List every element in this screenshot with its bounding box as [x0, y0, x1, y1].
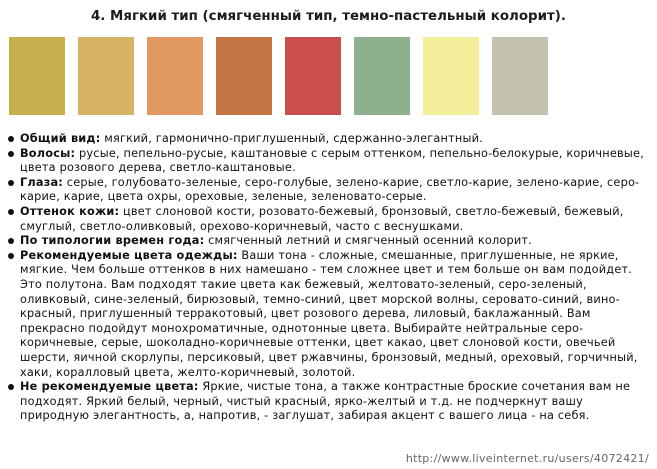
source-url: http://www.liveinternet.ru/users/4072421/	[405, 452, 649, 465]
item-label: Не рекомендуемые цвета:	[20, 380, 199, 394]
page-title: 4. Мягкий тип (смягченный тип, темно-пастельный колорит).	[90, 9, 566, 24]
color-palette	[9, 37, 548, 115]
item-text: смягченный летний и смягченный осенний колорит.	[204, 234, 532, 248]
item-label: Волосы:	[20, 146, 76, 160]
item-label: По типологии времен года:	[20, 234, 205, 248]
list-item-hair	[6, 147, 651, 176]
item-label: Рекомендуемые цвета одежды:	[20, 248, 238, 262]
item-label: Глаза:	[20, 175, 64, 189]
item-text: серые, голубовато-зеленые, серо-голубые, зелено-карие, светло-карие, зелено-карие, серо-карие, карие, цвета охры, ореховые, зеленые, зеленовато-серые.	[20, 175, 640, 204]
list-item-general	[6, 132, 651, 147]
item-label: Общий вид:	[20, 132, 101, 145]
item-label: Оттенок кожи:	[20, 204, 120, 218]
list-item-recommended	[6, 249, 651, 380]
item-text: Яркие, чистые тона, а также контрастные броские сочетания вам не подходят. Яркий белый, черный, чистый красный, ярко-желтый и т.д. не подчеркнут вашу природную элегантность, а, напротив, - заглушат, забирая акцент с вашего лица - на себя.	[20, 380, 631, 423]
item-text: цвет слоновой кости, розовато-бежевый, бронзовый, светло-бежевый, бежевый, смуглый, светло-оливковый, орехово-коричневый, часто с веснушками.	[20, 204, 624, 233]
item-text: русые, пепельно-русые, каштановые с серым оттенком, пепельно-белокурые, коричневые, цвета розового дерева, светло-каштановые.	[20, 146, 644, 175]
swatch-3	[147, 37, 203, 115]
swatch-4	[216, 37, 272, 115]
item-text: мягкий, гармонично-приглушенный, сдержанно-элегантный.	[100, 132, 483, 145]
list-item-not-recommended	[6, 380, 651, 424]
swatch-1	[9, 37, 65, 115]
list-item-skin	[6, 205, 651, 234]
swatch-6	[354, 37, 410, 115]
swatch-7	[423, 37, 479, 115]
list-item-eyes	[6, 176, 651, 205]
list-item-season	[6, 234, 651, 249]
description-list	[6, 132, 651, 424]
item-text: Ваши тона - сложные, смешанные, приглушенные, не яркие, мягкие. Чем больше оттенков в них намешано - тем сложнее цвет и тем больше он вам подойдет. Это полутона. Вам подходят такие цвета как бежевый, желтовато-зеленый, серо-зеленый, оливковый, сине-зеленый, бирюзовый, темно-синий, цвет морской волны, серовато-синий, вино-красный, приглушенный терракотовый, цвет розового дерева, лиловый, баклажанный. Вам прекрасно подойдут монохроматичные, однотонные цвета. Выбирайте нейтральные серо-коричневые, серые, шоколадно-коричневые оттенки, цвет какао, цвет слоновой кости, овечьей шерсти, яичной скорлупы, персиковый, цвет ржавчины, бронзовый, медный, ореховый, горчичный, хаки, коралловый цвета, желто-коричневый, золотой.	[20, 248, 638, 379]
swatch-8	[492, 37, 548, 115]
swatch-2	[78, 37, 134, 115]
swatch-5	[285, 37, 341, 115]
